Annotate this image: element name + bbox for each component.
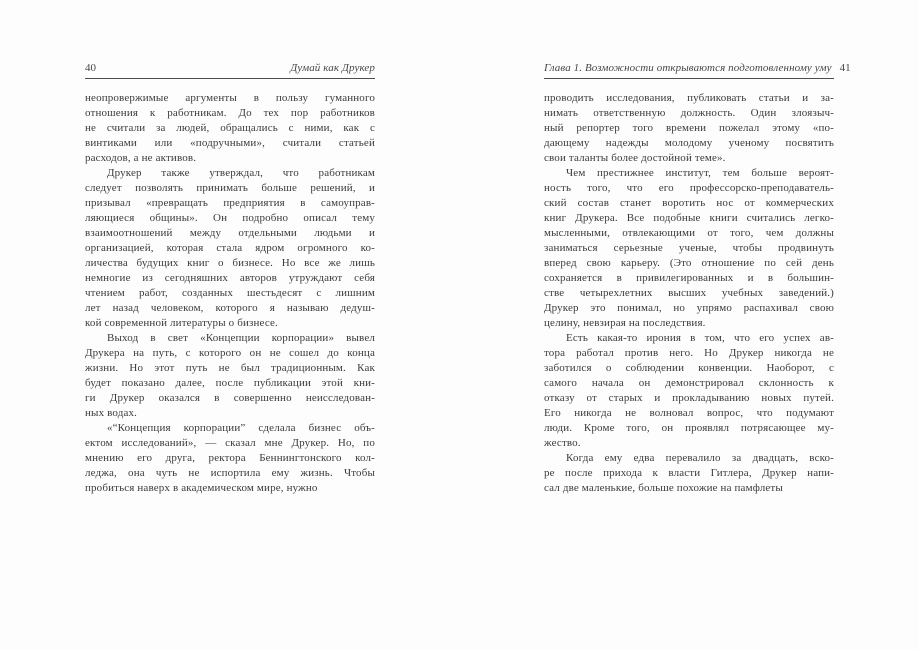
text-line: жизни. Но этот путь не был традиционным. Как bbox=[85, 362, 375, 374]
text-line: жество. bbox=[544, 437, 581, 449]
text-line: организацией, которая стала ядром огромного ко- bbox=[85, 242, 375, 254]
text-line: заниматься серьезные ученые, чтобы продвинуть bbox=[544, 242, 834, 254]
text-line: заботился о соблюдении конвенции. Наоборот, с bbox=[544, 362, 834, 374]
text-line: проводить исследования, публиковать статьи и за- bbox=[544, 92, 834, 104]
text-line: стве четырехлетних высших учебных заведений.) bbox=[544, 287, 834, 299]
text-line: ных водах. bbox=[85, 407, 138, 419]
paragraph bbox=[85, 331, 375, 421]
text-line: кой современной литературы о бизнесе. bbox=[85, 317, 278, 329]
text-line: ги Друкер оказался в совершенно неисследован- bbox=[85, 392, 375, 404]
text-line: мнению его друга, ректора Беннингтонского кол- bbox=[85, 452, 375, 464]
running-title: Думай как Друкер bbox=[290, 62, 375, 74]
text-line: Друкера на путь, с которого он не сошел до конца bbox=[85, 347, 375, 359]
text-line: вперед свою карьеру. (Это отношение по сей день bbox=[544, 257, 834, 269]
text-line: Друкер это понимал, но упрямо распахивал свою bbox=[544, 302, 834, 314]
text-line: Чем престижнее институт, тем больше вероят- bbox=[566, 167, 834, 179]
text-line: сал две маленькие, больше похожие на памфлеты bbox=[544, 482, 783, 494]
text-line: самого начала он демонстрировал склонность к bbox=[544, 377, 834, 389]
page-number: 41 bbox=[839, 62, 851, 74]
text-line: чтением работ, созданных шестьдесят с лишним bbox=[85, 287, 375, 299]
text-line: ре после прихода к власти Гитлера, Друкер напи- bbox=[544, 467, 834, 479]
text-line: расходов, а не активов. bbox=[85, 152, 197, 164]
text-line: ский состав станет воротить нос от коммерческих bbox=[544, 197, 834, 209]
paragraph bbox=[544, 451, 834, 496]
paragraph bbox=[544, 331, 834, 451]
text-line: личества будущих книг о бизнесе. Но все же лишь bbox=[85, 257, 375, 269]
text-line: «“Концепция корпорации” сделала бизнес объ- bbox=[107, 422, 375, 434]
text-line: следует позволять принимать больше решений, и bbox=[85, 182, 375, 194]
text-line: Его никогда не волновал вопрос, что подумают bbox=[544, 407, 834, 419]
left-page bbox=[85, 62, 375, 496]
text-line: сохраняется в привилегированных и в большин- bbox=[544, 272, 834, 284]
text-line: не считали за людей, обращались с ними, как с bbox=[85, 122, 375, 134]
text-line: люди. Кроме того, он проявлял потрясающее му- bbox=[544, 422, 834, 434]
text-line: немногие из сегодняшних авторов утруждают себя bbox=[85, 272, 375, 284]
running-title: Глава 1. Возможности открываются подготовленному уму bbox=[544, 62, 832, 74]
paragraph bbox=[85, 166, 375, 331]
text-line: ность того, что его профессорско-преподаватель- bbox=[544, 182, 834, 194]
page-body bbox=[544, 91, 834, 496]
text-line: целину, невзирая на последствия. bbox=[544, 317, 706, 329]
text-line: Друкер также утверждал, что работникам bbox=[107, 167, 375, 179]
text-line: леджа, она чуть не испортила ему жизнь. Чтобы bbox=[85, 467, 375, 479]
text-line: нимать ответственную должность. Один злоязыч- bbox=[544, 107, 834, 119]
text-line: отказу от старых и прокладыванию новых путей. bbox=[544, 392, 834, 404]
text-line: мысленными, отвлекающими от того, чем должны bbox=[544, 227, 834, 239]
text-line: призывал «превращать предприятия в самоуправ- bbox=[85, 197, 375, 209]
running-header bbox=[85, 62, 375, 79]
text-line: ектом исследований», — сказал мне Друкер. Но, по bbox=[85, 437, 375, 449]
paragraph bbox=[544, 91, 834, 166]
text-line: свои таланты более достойной теме». bbox=[544, 152, 726, 164]
text-line: Выход в свет «Концепции корпорации» вывел bbox=[107, 332, 375, 344]
text-line: Есть какая-то ирония в том, что его успех ав- bbox=[566, 332, 834, 344]
text-line: ляющиеся общины». Он подробно описал тему bbox=[85, 212, 375, 224]
paragraph bbox=[85, 421, 375, 496]
text-line: тора работал против него. Но Друкер никогда не bbox=[544, 347, 834, 359]
paragraph bbox=[544, 166, 834, 331]
paragraph bbox=[85, 91, 375, 166]
text-line: лет назад человеком, которого я называю дедуш- bbox=[85, 302, 375, 314]
text-line: неопровержимые аргументы в пользу гуманного bbox=[85, 92, 375, 104]
text-line: будет показано далее, после публикации этой кни- bbox=[85, 377, 375, 389]
text-line: отношения к работникам. До тех пор работников bbox=[85, 107, 375, 119]
text-line: книг Друкера. Все подобные книги считались легко- bbox=[544, 212, 834, 224]
page-body bbox=[85, 91, 375, 496]
page-number: 40 bbox=[85, 62, 96, 74]
text-line: Когда ему едва перевалило за двадцать, вско- bbox=[566, 452, 834, 464]
text-line: взаимоотношений между отдельными людьми и bbox=[85, 227, 375, 239]
text-line: дающему надежды молодому ученому посвятить bbox=[544, 137, 834, 149]
running-header bbox=[544, 62, 851, 79]
right-page bbox=[544, 62, 851, 496]
text-line: ный репортер того времени пожелал этому «по- bbox=[544, 122, 834, 134]
text-line: пробиться наверх в академическом мире, нужно bbox=[85, 482, 318, 494]
text-line: винтиками или «подручными», считали статьей bbox=[85, 137, 375, 149]
